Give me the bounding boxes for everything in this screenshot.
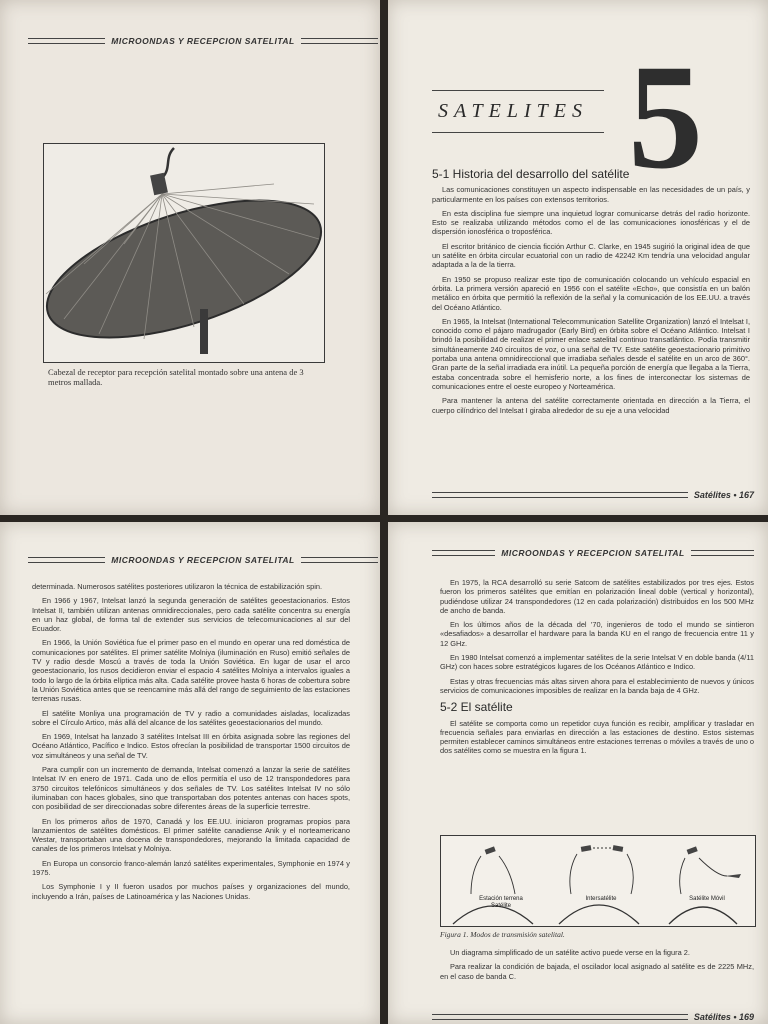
running-header-text: MICROONDAS Y RECEPCION SATELITAL xyxy=(111,36,295,46)
running-header-text: MICROONDAS Y RECEPCION SATELITAL xyxy=(501,548,685,558)
page-3-body xyxy=(32,582,350,906)
paragraph: En 1950 se propuso realizar este tipo de comunicación colocando un vehículo espacial en órbita. La primera versión apareció en 1956 con el satélite «Echo», que consistía en un balón metálico en órbita que permitió la reflexión de la señal y la comunicación de los EE.UU. a través del Océano Atlántico. xyxy=(432,274,750,312)
paragraph: Los Symphonie I y II fueron usados por muchos países y organizaciones del mundo, incluyendo a Irán, países de Latinoamérica y las Naciones Unidas. xyxy=(32,882,350,901)
paragraph: En 1966 y 1967, Intelsat lanzó la segunda generación de satélites geoestacionarios. Estos Intelsat II, también utilizan antenas omnidireccionales, pero cada satélite concentra su energía en un haz global, de forma tal de extender sus servicios de telecomunicaciones al sur del Ecuador. xyxy=(32,596,350,634)
chapter-number: 5 xyxy=(628,34,703,200)
paragraph: En los primeros años de 1970, Canadá y los EE.UU. iniciaron programas propios para lanzamientos de satélites domésticos. El primer satélite canadiense Anik y el norteamericano Westar, transportaban una docena de transpondedores, mejorando la limitada capacidad de canales de los primeros Intelsat y Molniya. xyxy=(32,816,350,854)
paragraph: En esta disciplina fue siempre una inquietud lograr comunicarse detrás del radio horizonte. Esto se realizaba utilizando métodos como el de las comunicaciones ionosféricas y el de dispersión ionosférica o troposférica. xyxy=(432,208,750,237)
section-heading: 5-1 Historia del desarrollo del satélite xyxy=(432,167,630,181)
chapter-title: SATELITES xyxy=(438,100,588,122)
footer-rule xyxy=(432,1014,688,1020)
paragraph: Estas y otras frecuencias más altas sirven ahora para el establecimiento de nuevos y únicos servicios de comunicaciones imposibles de realizar en la banda baja de 4 GHz. xyxy=(440,676,754,695)
page-number: Satélites • 167 xyxy=(693,490,754,500)
paragraph: El escritor británico de ciencia ficción Arthur C. Clarke, en 1945 sugirió la original idea de que un satélite en órbita circular ecuatorial con un radio de 42242 Km tendría una velocidad angular adaptada a la de la tierra. xyxy=(432,241,750,270)
header-rule xyxy=(691,550,754,556)
label-earth-station: Estación terrena Satélite xyxy=(479,896,523,909)
header-rule xyxy=(28,557,105,563)
transmission-diagram xyxy=(441,836,755,926)
transmission-modes-figure xyxy=(440,835,756,927)
paragraph: El satélite Monliya una programación de TV y radio a comunidades aisladas, localizadas sobre el Círculo Artico, más allá del alcance de los satélites geoestacionarios del mundo. xyxy=(32,708,350,727)
page-number: Satélites • 169 xyxy=(693,1012,754,1022)
figure-caption: Cabezal de receptor para recepción satelital montado sobre una antena de 3 metros mallada. xyxy=(48,367,304,387)
running-header xyxy=(28,36,378,46)
paragraph: En 1969, Intelsat ha lanzado 3 satélites Intelsat III en órbita asignada sobre las regiones del Océano Atlántico, Pacífico e Indico. Estos ofrecían la posibilidad de transportar 1500 circuitos de voz simultáneos y una señal de TV. xyxy=(32,732,350,760)
header-rule xyxy=(432,550,495,556)
paragraph: En los últimos años de la década del '70, ingenieros de todo el mundo se sintieron «desafiados» a desarrollar el hardware para la banda KU en el rango de frecuencia entre 11 y 12 GHz. xyxy=(440,620,754,648)
header-rule xyxy=(301,38,378,44)
label-mobile-satellite: Satélite Móvil xyxy=(689,896,725,902)
paragraph: Para realizar la condición de bajada, el oscilador local asignado al satélite es de 2225 MHz, en el caso de banda C. xyxy=(440,962,754,981)
paragraph: En Europa un consorcio franco-alemán lanzó satélites experimentales, Symphonie en 1974 y 1975. xyxy=(32,858,350,878)
paragraph: En 1980 Intelsat comenzó a implementar satélites de la serie Intelsat V en doble banda (4/11 GHz) con haces sobre estratégicos lugares de los Océanos Atlántico e Indico. xyxy=(440,653,754,672)
paragraph: determinada. Numerosos satélites posteriores utilizaron la técnica de estabilización spin. xyxy=(32,582,323,591)
page-4-body-end xyxy=(440,948,754,986)
title-rule xyxy=(432,90,604,91)
paragraph: Un diagrama simplificado de un satélite activo puede verse en la figura 2. xyxy=(450,948,690,957)
running-header-text: MICROONDAS Y RECEPCION SATELITAL xyxy=(111,555,295,565)
paragraph: Las comunicaciones constituyen un aspecto indispensable en las necesidades de un país, y particularmente en los países con extensos territorios. xyxy=(432,185,750,204)
header-rule xyxy=(28,38,105,44)
paragraph: En 1966, la Unión Soviética fue el primer paso en el mundo en operar una red doméstica de comunicaciones por satélites. El primer satélite Molniya (iluminación en Ruso) emitió señales de TV y radio desde Moscú a través de toda la Unión Soviética. En lugar de usar el arco geoestacionario, los rusos decidieron enviar el espacio 4 satélites Molniya a intervalos iguales a todo lo largo de la órbita elíptica más alta. Cada satélite provee hasta 6 horas de cobertura sobre la Unión Soviética antes que se reencamine más allá del rango de seguimiento de las estaciones terrenas rusas. xyxy=(32,638,350,704)
antenna-photo xyxy=(43,143,325,363)
figure-caption: Figura 1. Modos de transmisión satelital. xyxy=(440,930,565,939)
page-4-body xyxy=(440,578,754,761)
header-rule xyxy=(301,557,378,563)
running-header xyxy=(432,548,754,558)
label-intersatellite: Intersatélite xyxy=(585,896,617,902)
paragraph: En 1965, la Intelsat (International Telecommunication Satellite Organization) lanzó el Intelsat I, conocido como el pájaro madrugador (Early Bird) en órbita sobre el Océano Atlántico. Intelsat I brindó la posibilidad de realizar el primer enlace satelital continuo transatlántico. Podía transmitir simultáneamente 240 circuitos de voz, o una señal de TV. Este satélite geoestacionario primitivo portaba una antena omnidireccional que irradiaba señales desde el satélite en un arco de 360°. Gran parte de la señal irradiada era inútil. La pequeña porción de energía que llegaba a la Tierra, estaba concentrada sobre el hemisferio norte, a los fines de interconectar los sistemas de comunicaciones entre el oeste europeo y Norteamérica. xyxy=(432,316,751,391)
paragraph: Para cumplir con un incremento de demanda, Intelsat comenzó a lanzar la serie de satélites Intelsat IV en enero de 1971. Cada uno de ellos permitía el uso de 12 transpondedores para 3750 circuitos telefónicos simultáneos y dos señales de TV. Los satélites Intelsat IV no sólo iluminaban con haces globales, sino que transportaban dos potentes antenas con haces spots, con posibilidad de ser direccionadas sobre diferentes áreas de la superficie terrestre. xyxy=(32,765,350,812)
title-rule xyxy=(432,132,604,133)
page-footer xyxy=(432,1012,754,1022)
footer-rule xyxy=(432,492,688,498)
paragraph: En 1975, la RCA desarrolló su serie Satcom de satélites estabilizados por tres ejes. Estos fueron los primeros satélites que emitían en polarización lineal doble (vertical y horizontal), pudiéndose utilizar 24 transpondedores (12 en cada polarización) distribuidos en los 500 MHz de ancho de banda. xyxy=(440,578,754,615)
page-2-body xyxy=(432,167,751,420)
section-heading: 5-2 El satélite xyxy=(440,700,513,715)
satellite-dish-image xyxy=(44,144,324,362)
paragraph: El satélite se comporta como un repetidor cuya función es recibir, amplificar y trasladar en frecuencia señales para enviarlas en dirección a las estaciones de destino. Estos sistemas permiten establecer caminos simultáneos entre estaciones terrenas o móviles a través de uno o dos satélites como se muestra en la figura 1. xyxy=(440,718,754,756)
running-header xyxy=(28,555,378,565)
paragraph: Para mantener la antena del satélite correctamente orientada en dirección a la Tierra, el cuerpo cilíndrico del Intelsat I giraba alrededor de su eje a una velocidad xyxy=(432,396,750,415)
page-footer xyxy=(432,490,754,500)
